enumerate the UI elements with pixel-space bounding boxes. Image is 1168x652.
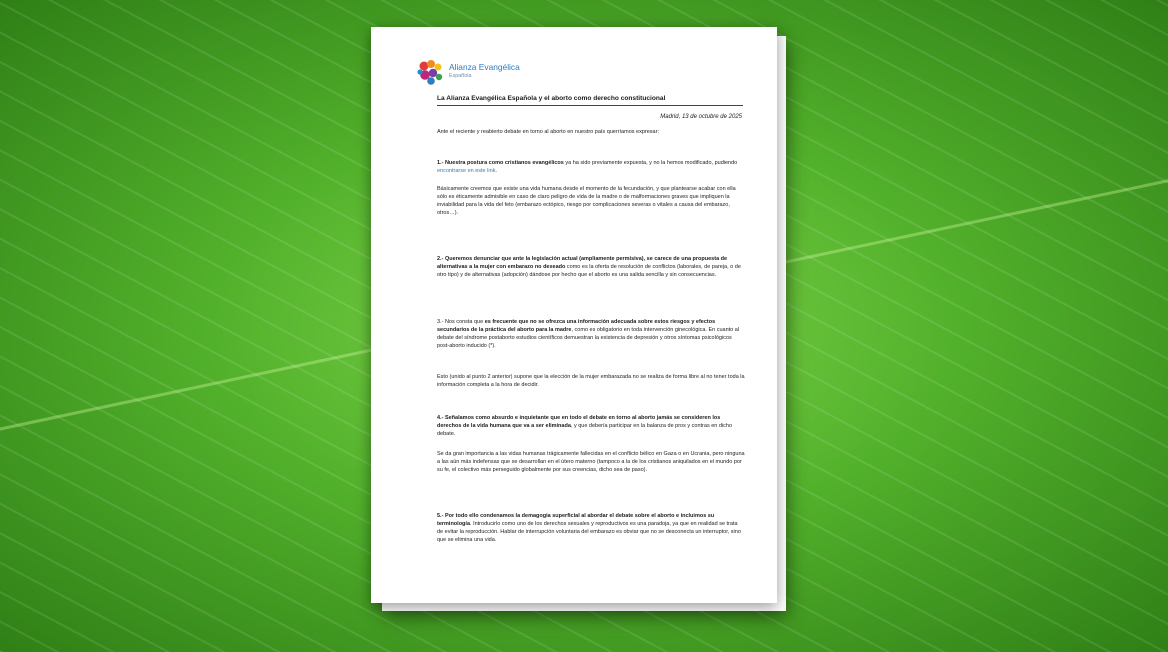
section-5-heading: 5.- Por todo ello condenamos la demagogia superficial al abordar el debate sobre el aborto e incluimos su terminología: [437, 513, 715, 527]
section-1-body: Básicamente creemos que existe una vida humana desde el momento de la fecundación, y que plantearse acabar con ella sólo es éticamente admisible en caso de claro peligro de vida de la madre o de malformaciones graves que impliquen la inviabilidad para la vida del feto (embarazo ectópico, riesgo por complicaciones severas o vitales a causa del embarazo, otros…).: [437, 186, 736, 216]
section-2-text: como es la oferta de resolución de conflictos (laborales, de pareja, o de otro tipo) y de alternativas (adopción) dándose por hecho que el aborto es una salida sencilla y sin consecuencias.: [437, 264, 741, 278]
section-4-text: , y que debería participar en la balanza de pros y contras en dicho debate.: [437, 423, 733, 437]
section-3-heading: es frecuente que no se ofrezca una información adecuada sobre estos riesgos y efectos secundarios de la práctica del aborto para la madre: [437, 319, 716, 333]
section-3-body: Esto (unido al punto 2 anterior) supone que la elección de la mujer embarazada no se realiza de forma libre al no tener toda la información completa a la hora de decidir.: [437, 374, 745, 388]
document-date: Madrid, 13 de octubre de 2025: [660, 114, 742, 120]
section-5-text: . Introducirlo como uno de los derechos sexuales y reproductivos es una paradoja, ya que en realidad se trata de evitar la reproducción. Hablar de interrupción voluntaria del embarazo es obviar que no se desconecta un interruptor, sino que se elimina una vida.: [437, 521, 741, 543]
section-2-heading: 2.- Queremos denunciar que ante la legislación actual (ampliamente permisiva), se carece de una propuesta de alternativas a la mujer con embarazo no deseado: [437, 256, 728, 270]
logo-icon: [416, 57, 450, 87]
section-2: [437, 255, 745, 279]
section-1: [437, 159, 745, 175]
intro-paragraph: Ante el reciente y reabierto debate en torno al aborto en nuestro país querríamos expresar:: [437, 129, 659, 135]
section-1-text: ya ha sido previamente expuesta, y no la hemos modificado, pudiendo: [563, 160, 738, 166]
section-1-link[interactable]: encontrarse en este link: [437, 168, 496, 174]
section-4-heading: 4.- Señalamos como absurdo e inquietante que en todo el debate en torno al aborto jamás se consideren los derechos de la vida humana que va a ser eliminada: [437, 415, 721, 429]
section-5: [437, 512, 745, 544]
section-4: [437, 414, 745, 438]
document-page: [371, 27, 777, 603]
section-1-heading: 1.- Nuestra postura como cristianos evangélicos: [437, 160, 564, 166]
logo-name: Alianza Evangélica: [449, 62, 520, 72]
section-3-lead: 3.- Nos consta que: [437, 319, 485, 325]
section-4-body: Se da gran importancia a las vidas humanas trágicamente fallecidas en el conflicto bélico en Gaza o en Ucrania, pero ninguna a las aún más indefensas que se desarrollan en el útero materno (tampoco a la de los cristianos aniquilados en el mundo por su fe, el colectivo más perseguido globalmente por sus creencias, dicho sea de paso).: [437, 451, 745, 473]
section-3-text: , como es obligatorio en toda intervención ginecológica. En cuanto al debate del síndrome postaborto estudios científicos demuestran la existencia de depresión y otros síntomas psicológicos post-aborto inducido (*).: [437, 327, 740, 349]
section-1-end: .: [495, 168, 497, 174]
logo-subtitle: Española: [449, 73, 472, 79]
document-title: La Alianza Evangélica Española y el aborto como derecho constitucional: [437, 95, 743, 106]
section-3: [437, 318, 745, 350]
